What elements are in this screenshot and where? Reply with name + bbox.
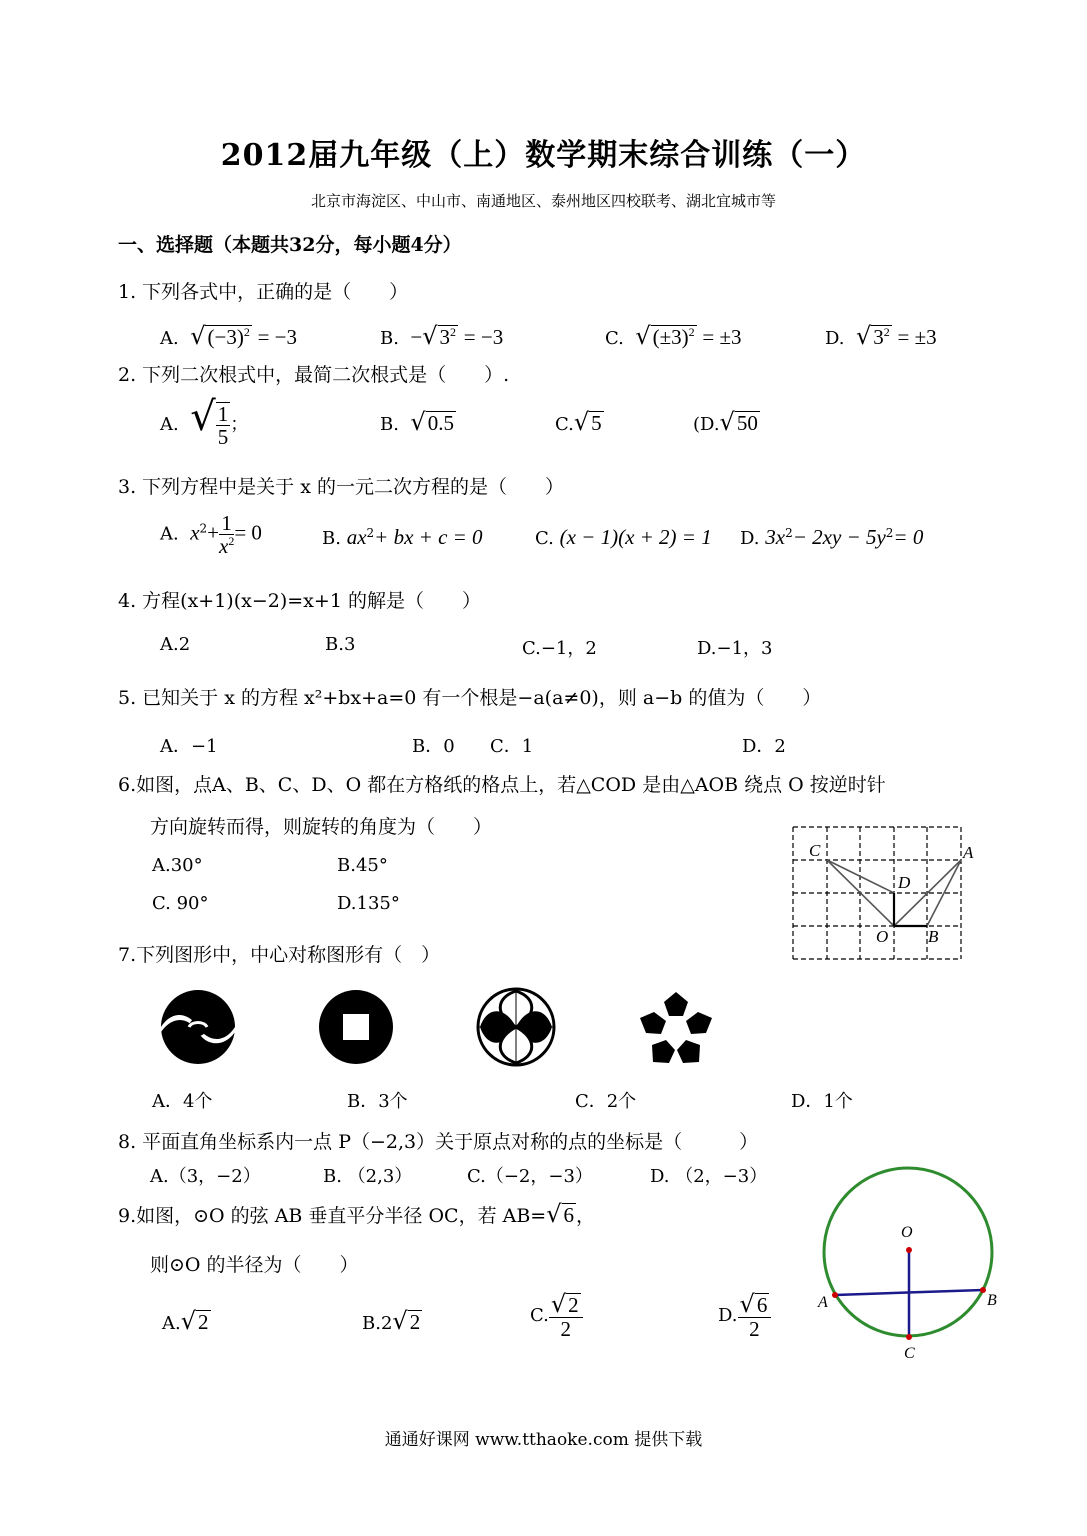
label-D: D <box>898 873 911 892</box>
label-C: C <box>904 1345 915 1362</box>
question-2-option-b: B. √0.5 <box>380 408 454 436</box>
question-1-option-a: A. $√(-3)^2 = -3$ <box>160 322 297 350</box>
yin-yang-like-icon <box>158 988 238 1066</box>
question-6-option-c: C. 90° <box>152 893 209 914</box>
question-2-option-d: (D.√50 <box>693 408 758 436</box>
circle-chord-figure <box>810 1165 1010 1370</box>
question-8-option-d: D. （2，−3） <box>650 1166 768 1187</box>
label-B: B <box>928 927 939 946</box>
question-4-option-c: C.−1，2 <box>522 638 597 659</box>
question-1-stem: 1. 下列各式中，正确的是（ ） <box>118 281 409 303</box>
question-5-stem: 5. 已知关于 x 的方程 x²+bx+a=0 有一个根是−a(a≠0)，则 a−b 的值为（ ） <box>118 687 822 709</box>
label-A: A <box>963 843 974 862</box>
question-4-option-a: A.2 <box>160 634 191 655</box>
label-C: C <box>809 841 821 860</box>
question-1-option-d: D. $√3^2 = \pm 3$ <box>825 322 937 350</box>
question-9-option-c: C. $\frac{√2}{2}$ <box>530 1292 583 1340</box>
point-C <box>906 1334 912 1340</box>
question-7-option-a: A．4个 <box>152 1091 213 1112</box>
page-title: 2012届九年级（上）数学期末综合训练（一） <box>220 138 867 173</box>
question-5-option-a: A．−1 <box>160 736 218 757</box>
question-8-option-a: A.（3，−2） <box>150 1166 261 1187</box>
footer-credit: 通通好课网 www.tthaoke.com 提供下载 <box>384 1430 703 1450</box>
question-2-option-a: A. √ $\frac{1}{5}$ ； <box>160 394 249 449</box>
question-2-stem: 2. 下列二次根式中，最简二次根式是（ ）. <box>118 364 510 386</box>
point-B <box>980 1287 986 1293</box>
point-A <box>832 1292 838 1298</box>
question-7-option-d: D．1个 <box>791 1091 853 1112</box>
question-3-option-c: C. (x − 1)(x + 2) = 1 <box>535 525 712 549</box>
four-petal-circle-icon <box>475 986 557 1068</box>
question-6-stem-line2: 方向旋转而得，则旋转的角度为（ ） <box>150 816 493 838</box>
question-3-option-a: A. $x^2+$ $\frac{1}{x^2}$ = 0 <box>160 511 262 559</box>
question-7-option-c: C．2个 <box>575 1091 637 1112</box>
question-5-option-b: B．0 <box>412 736 455 757</box>
question-9-option-b: B.2√2 <box>362 1307 421 1335</box>
question-5-option-c: C．1 <box>490 736 534 757</box>
coin-square-hole-icon <box>316 988 396 1066</box>
question-5-option-d: D．2 <box>742 736 786 757</box>
question-6-stem-line1: 6.如图，点A、B、C、D、O 都在方格纸的格点上，若△COD 是由△AOB 绕点 O 按逆时针 <box>118 774 886 796</box>
pentagon-flower-icon <box>638 990 714 1064</box>
label-O: O <box>901 1224 913 1241</box>
question-4-option-d: D.−1，3 <box>697 638 773 659</box>
question-3-option-b: B. $ax^2+$ bx + c = 0 <box>322 525 483 549</box>
question-3-stem: 3. 下列方程中是关于 x 的一元二次方程的是（ ） <box>118 476 564 498</box>
question-6-option-a: A.30° <box>152 855 203 876</box>
question-8-option-b: B. （2,3） <box>323 1166 413 1187</box>
question-4-option-b: B.3 <box>325 634 356 655</box>
question-1-option-c: C. $√(\pm 3)^2 = \pm 3$ <box>605 322 742 350</box>
point-O <box>906 1247 912 1253</box>
question-3-option-d: D. $3x^2- 2xy - 5y^2= 0$ <box>740 525 924 549</box>
section-heading: 一、选择题（本题共32分，每小题4分） <box>118 234 462 256</box>
question-6-option-d: D.135° <box>337 893 400 914</box>
question-7-stem: 7.下列图形中，中心对称图形有（ ） <box>118 944 441 966</box>
question-4-stem: 4. 方程(x+1)(x−2)=x+1 的解是（ ） <box>118 590 481 612</box>
label-B: B <box>987 1292 997 1309</box>
question-8-option-c: C.（−2，−3） <box>467 1166 593 1187</box>
question-9-stem-line1: 9.如图，⊙O 的弦 AB 垂直平分半径 OC，若 AB=√6 ， <box>118 1200 596 1228</box>
question-9-stem-line2: 则⊙O 的半径为（ ） <box>150 1254 359 1276</box>
label-A: A <box>818 1294 828 1311</box>
question-7-option-b: B．3个 <box>347 1091 408 1112</box>
label-O: O <box>876 927 889 946</box>
question-9-option-d: D. $\frac{√6}{2}$ <box>718 1292 771 1340</box>
question-2-option-c: C.√5 <box>555 408 602 436</box>
question-8-stem: 8. 平面直角坐标系内一点 P（−2,3）关于原点对称的点的坐标是（ ） <box>118 1131 759 1153</box>
page-subtitle: 北京市海淀区、中山市、南通地区、泰州地区四校联考、湖北宜城市等 <box>310 192 776 210</box>
rotation-grid-figure <box>785 820 985 965</box>
question-6-option-b: B.45° <box>337 855 388 876</box>
question-1-option-b: B. $-√3^2 = -3$ <box>380 322 504 350</box>
question-9-option-a: A.√2 <box>162 1307 209 1335</box>
